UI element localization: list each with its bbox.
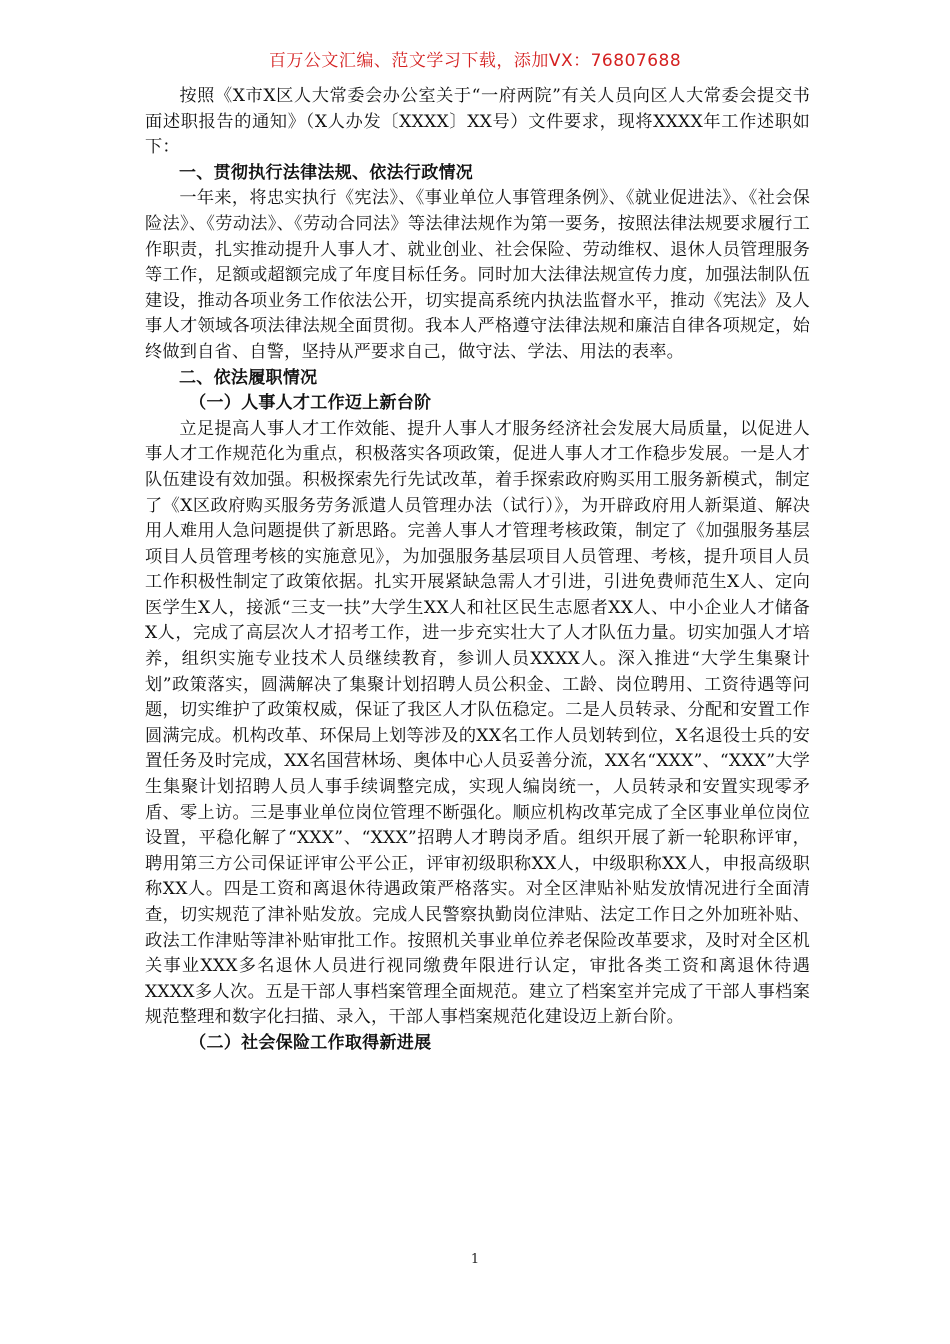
page-number: 1 (470, 1252, 480, 1267)
section1-paragraph: 一年来，将忠实执行《宪法》、《事业单位人事管理条例》、《就业促进法》、《社会保险法》、《劳动法》、《劳动合同法》等法律法规作为第一要务，按照法律法规要求履行工作职责，扎实推动提升人事人才、就业创业、社会保险、劳动维权、退休人员管理服务等工作，足额或超额完成了年度目标任务。同时加大法律法规宣传力度，加强法制队伍建设，推动各项业务工作依法公开，切实提高系统内执法监督水平，推动《宪法》及人事人才领域各项法律法规全面贯彻。我本人严格遵守法律法规和廉洁自律各项规定，始终做到自省、自警，坚持从严要求自己，做守法、学法、用法的表率。 (145, 188, 810, 362)
subsection-heading-2: （二）社会保险工作取得新进展 (189, 1032, 432, 1053)
section-heading-2: 二、依法履职情况 (179, 367, 318, 388)
subsection-heading-1: （一）人事人才工作迈上新台阶 (189, 393, 432, 414)
section-heading-1: 一、贯彻执行法律法规、依法行政情况 (179, 162, 474, 183)
document-body (145, 84, 810, 1057)
subsection1-paragraph: 立足提高人事人才工作效能、提升人事人才服务经济社会发展大局质量，以促进人事人才工作规范化为重点，积极落实各项政策，促进人事人才工作稳步发展。一是人才队伍建设有效加强。积极探索先行先试改革，着手探索政府购买用工服务新模式，制定了《X区政府购买服务劳务派遣人员管理办法（试行）》，为开辟政府用人新渠道、解决用人难用人急问题提供了新思路。完善人事人才管理考核政策，制定了《加强服务基层项目人员管理考核的实施意见》，为加强服务基层项目人员管理、考核，提升项目人员工作积极性制定了政策依据。扎实开展紧缺急需人才引进，引进免费师范生X人、定向医学生X人，接派“三支一扶”大学生XX人和社区民生志愿者XX人、中小企业人才储备X人，完成了高层次人才招考工作，进一步充实壮大了人才队伍力量。切实加强人才培养，组织实施专业技术人员继续教育，参训人员XXXX人。深入推进“大学生集聚计划”政策落实，圆满解决了集聚计划招聘人员公积金、工龄、岗位聘用、工资待遇等问题，切实维护了政策权威，保证了我区人才队伍稳定。二是人员转录、分配和安置工作圆满完成。机构改革、环保局上划等涉及的XX名工作人员划转到位，X名退役士兵的安置任务及时完成，XX名国营林场、奥体中心人员妥善分流，XX名“XXX”、“XXX”大学生集聚计划招聘人员人事手续调整完成，实现人编岗统一，人员转录和安置实现零矛盾、零上访。三是事业单位岗位管理不断强化。顺应机构改革完成了全区事业单位岗位设置，平稳化解了“XXX”、“XXX”招聘人才聘岗矛盾。组织开展了新一轮职称评审，聘用第三方公司保证评审公平公正，评审初级职称XX人，中级职称XX人，申报高级职称XX人。四是工资和离退休待遇政策严格落实。对全区津贴补贴发放情况进行全面清查，切实规范了津补贴发放。完成人民警察执勤岗位津贴、法定工作日之外加班补贴、政法工作津贴等津补贴审批工作。按照机关事业单位养老保险改革要求，及时对全区机关事业XXX多名退休人员进行视同缴费年限进行认定，审批各类工资和离退休待遇XXXX多人次。五是干部人事档案管理全面规范。建立了档案室并完成了干部人事档案规范整理和数字化扫描、录入，干部人事档案规范化建设迈上新台阶。 (145, 418, 810, 1028)
intro-paragraph: 按照《X市X区人大常委会办公室关于“一府两院”有关人员向区人大常委会提交书面述职报告的通知》（X人办发〔XXXX〕XX号）文件要求，现将XXXX年工作述职如下： (145, 86, 810, 158)
watermark-header: 百万公文汇编、范文学习下载，添加VX：76807688 (268, 51, 682, 71)
